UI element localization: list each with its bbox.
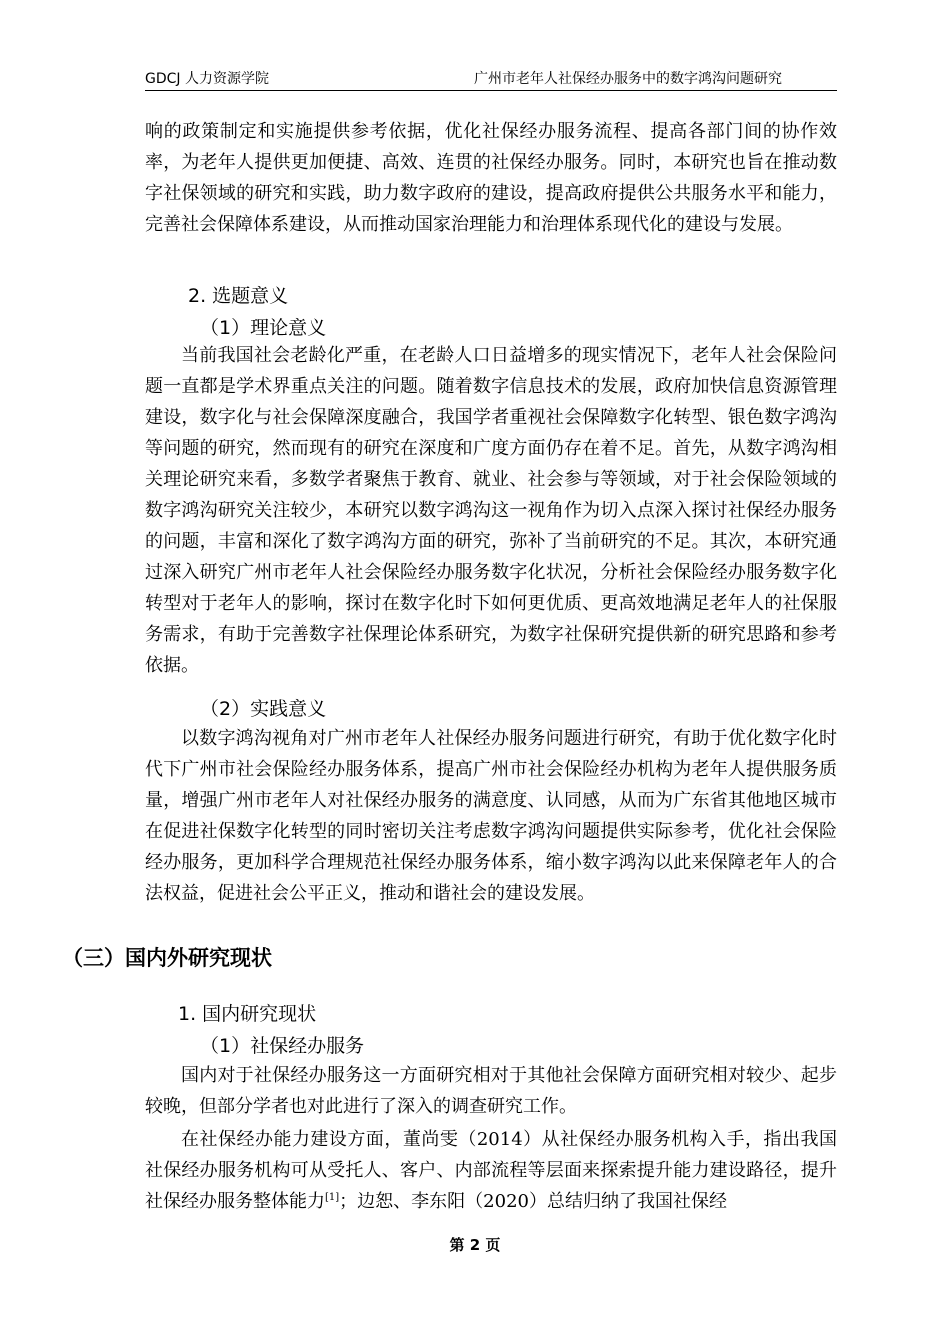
paragraph-domestic-1: 国内对于社保经办服务这一方面研究相对于其他社会保障方面研究相对较少、起步较晚，但部分学者也对此进行了深入的调查研究工作。 [145, 1065, 837, 1117]
paragraph-intro: 响的政策制定和实施提供参考依据，优化社保经办服务流程、提高各部门间的协作效率，为老年人提供更加便捷、高效、连贯的社保经办服务。同时，本研究也旨在推动数字社保领域的研究和实践，助力数字政府的建设，提高政府提供公共服务水平和能力，完善社会保障体系建设，从而推动国家治理能力和治理体系现代化的建设与发展。 [145, 121, 837, 235]
heading-domestic: 1. 国内研究现状 [178, 1003, 317, 1025]
paragraph-theory: 当前我国社会老龄化严重，在老龄人口日益增多的现实情况下，老年人社会保险问题一直都是学术界重点关注的问题。随着数字信息技术的发展，政府加快信息资源管理建设，数字化与社会保障深度融合，我国学者重视社会保障数字化转型、银色数字鸿沟等问题的研究，然而现有的研究在深度和广度方面仍存在着不足。首先，从数字鸿沟相关理论研究来看，多数学者聚焦于教育、就业、社会参与等领域，对于社会保险领域的数字鸿沟研究关注较少，本研究以数字鸿沟这一视角作为切入点深入探讨社保经办服务的问题，丰富和深化了数字鸿沟方面的研究，弥补了当前研究的不足。其次，本研究通过深入研究广州市老年人社会保险经办服务数字化状况，分析社会保险经办服务数字化转型对于老年人的影响，探讨在数字化时下如何更优质、更高效地满足老年人的社保服务需求，有助于完善数字社保理论体系研究，为数字社保研究提供新的研究思路和参考依据。 [145, 345, 837, 676]
paragraph-practice: 以数字鸿沟视角对广州市老年人社保经办服务问题进行研究，有助于优化数字化时代下广州市社会保险经办服务体系，提高广州市社会保险经办机构为老年人提供服务质量，增强广州市老年人对社保经办服务的满意度、认同感，从而为广东省其他地区城市在促进社保数字化转型的同时密切关注考虑数字鸿沟问题提供实际参考，优化社会保险经办服务，更加科学合理规范社保经办服务体系，缩小数字鸿沟以此来保障老年人的合法权益，促进社会公平正义，推动和谐社会的建设发展。 [145, 728, 837, 904]
header-college: GDCJ 人力资源学院 [145, 71, 269, 87]
heading-social-service: （1）社保经办服务 [200, 1035, 365, 1057]
page-number: 第 2 页 [449, 1236, 501, 1254]
paragraph-domestic-2-cont: ；边恕、李东阳（2020）总结归纳了我国社保经 [339, 1191, 727, 1212]
paragraph-domestic-2 [145, 1124, 837, 1217]
page-header [145, 70, 837, 91]
heading-section-3: （三）国内外研究现状 [62, 946, 272, 970]
heading-significance: 2. 选题意义 [188, 285, 289, 307]
citation-ref[interactable]: [1] [325, 1192, 340, 1203]
heading-practice: （2）实践意义 [200, 698, 327, 720]
heading-theory: （1）理论意义 [200, 317, 327, 339]
header-title: 广州市老年人社保经办服务中的数字鸿沟问题研究 [474, 71, 782, 87]
paragraph-domestic-2-text: 在社保经办能力建设方面，董尚雯（2014）从社保经办服务机构入手，指出我国社保经办服务机构可从受托人、客户、内部流程等层面来探索提升能力建设路径，提升社保经办服务整体能力 [145, 1129, 837, 1212]
